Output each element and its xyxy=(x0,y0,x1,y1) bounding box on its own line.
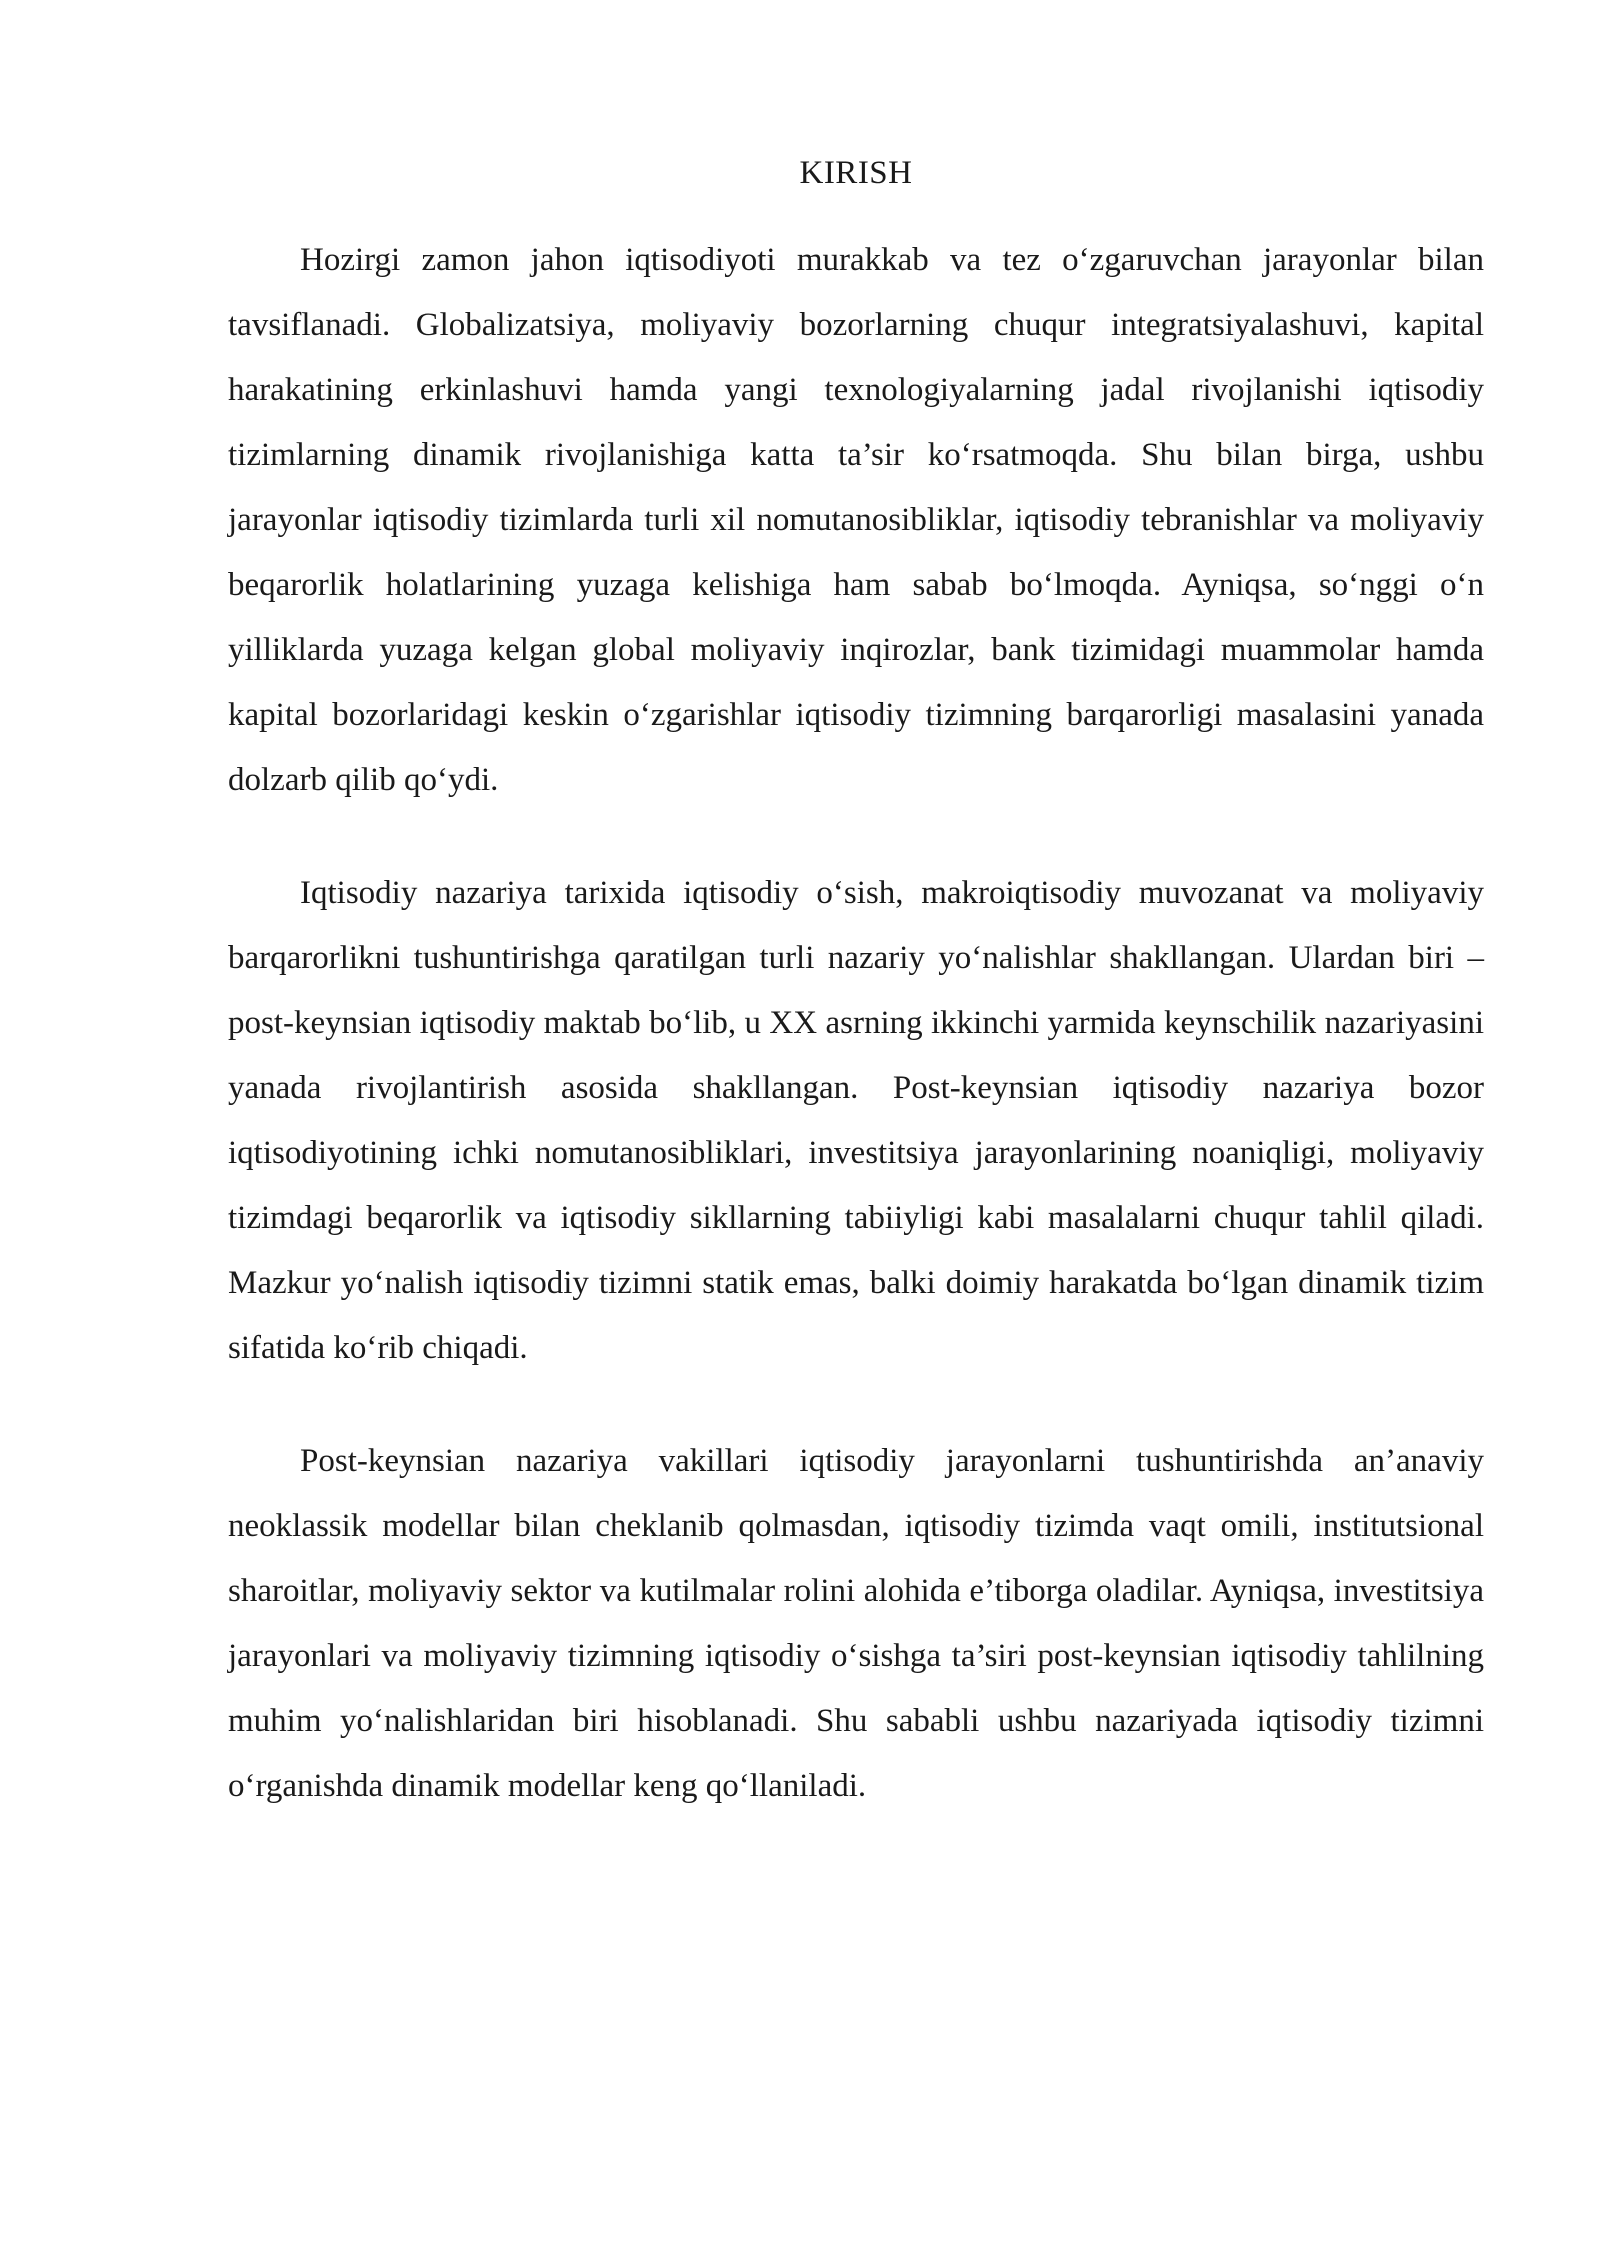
page-title: KIRISH xyxy=(799,155,913,191)
paragraph-2: Iqtisodiy nazariya tarixida iqtisodiy o‘sish, makroiqtisodiy muvozanat va moliyaviy barqarorlikni tushuntirishga qaratilgan turli nazariy yo‘nalishlar shakllangan. Ulardan biri – post-keynsian iqtisodiy maktab bo‘lib, u XX asrning ikkinchi yarmida keynschilik nazariyasini yanada rivojlantirish asosida shakllangan. Post-keynsian iqtisodiy nazariya bozor iqtisodiyotining ichki nomutanosibliklari, investitsiya jarayonlarining noaniqligi, moliyaviy tizimdagi beqarorlik va iqtisodiy sikllarning tabiiyligi kabi masalalarni chuqur tahlil qiladi. Mazkur yo‘nalish iqtisodiy tizimni statik emas, balki doimiy harakatda bo‘lgan dinamik tizim sifatida ko‘rib chiqadi. xyxy=(228,875,1484,1366)
paragraph-1: Hozirgi zamon jahon iqtisodiyoti murakkab va tez o‘zgaruvchan jarayonlar bilan tavsiflanadi. Globalizatsiya, moliyaviy bozorlarning chuqur integratsiyalashuvi, kapital harakatining erkinlashuvi hamda yangi texnologiyalarning jadal rivojlanishi iqtisodiy tizimlarning dinamik rivojlanishiga katta ta’sir ko‘rsatmoqda. Shu bilan birga, ushbu jarayonlar iqtisodiy tizimlarda turli xil nomutanosibliklar, iqtisodiy tebranishlar va moliyaviy beqarorlik holatlarining yuzaga kelishiga ham sabab bo‘lmoqda. Ayniqsa, so‘nggi o‘n yilliklarda yuzaga kelgan global moliyaviy inqirozlar, bank tizimidagi muammolar hamda kapital bozorlaridagi keskin o‘zgarishlar iqtisodiy tizimning barqarorligi masalasini yanada dolzarb qilib qo‘ydi. xyxy=(228,242,1484,798)
paragraph-3: Post-keynsian nazariya vakillari iqtisodiy jarayonlarni tushuntirishda an’anaviy neoklassik modellar bilan cheklanib qolmasdan, iqtisodiy tizimda vaqt omili, institutsional sharoitlar, moliyaviy sektor va kutilmalar rolini alohida e’tiborga oladilar. Ayniqsa, investitsiya jarayonlari va moliyaviy tizimning iqtisodiy o‘sishga ta’siri post-keynsian iqtisodiy tahlilning muhim yo‘nalishlaridan biri hisoblanadi. Shu sababli ushbu nazariyada iqtisodiy tizimni o‘rganishda dinamik modellar keng qo‘llaniladi. xyxy=(228,1443,1484,1804)
